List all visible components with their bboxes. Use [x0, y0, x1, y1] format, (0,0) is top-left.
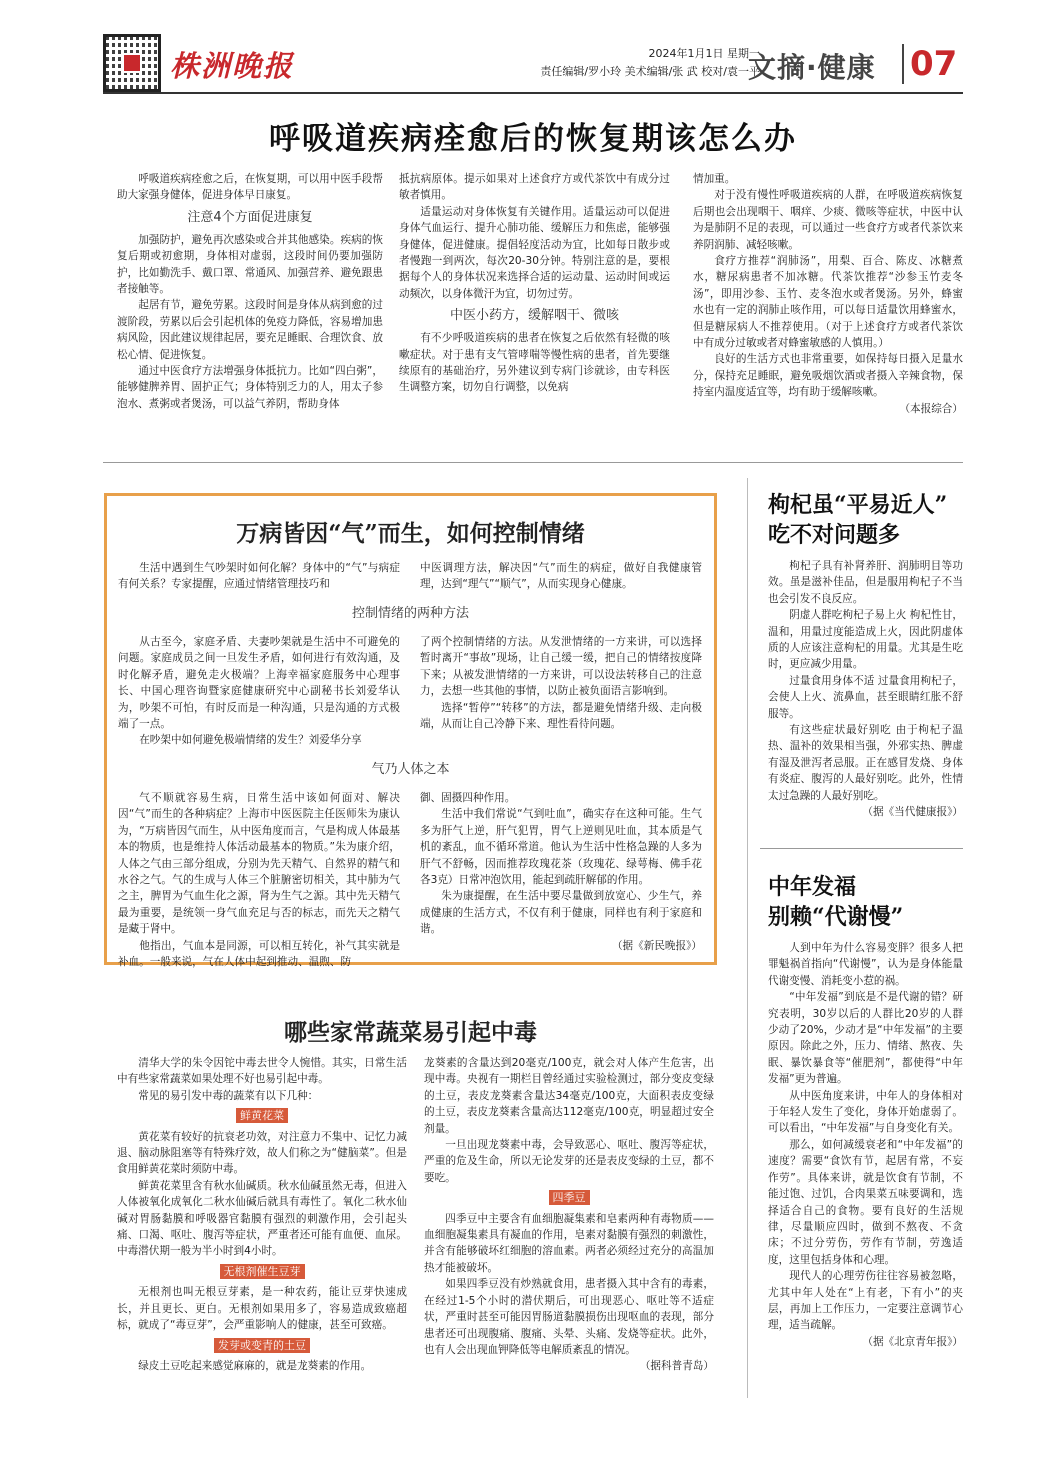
article3-intro: 清华大学的朱令因铊中毒去世令人惋惜。其实，日常生活中有些家常蔬菜如果处理不好也易引起中毒。 [117, 1057, 407, 1086]
article2-s1-left-p2: 在吵架中如何避免极端情绪的发生？刘爱华分享 [139, 734, 362, 747]
article2-s1-right-p2: 选择“暂停”“转移”的方法，都是避免情绪升级、走向极端，从而让自己冷静下来、理性看待问题。 [420, 701, 702, 731]
article1-col2-p2: 适量运动对身体恢复有关键作用。适量运动可以促进身体气血运行、提升心肺功能、缓解压力和焦虑，能够强身健体，促进健康。提倡轻度活动为宜，比如每日散步或者慢跑一到两次，每次20-30分钟。特别注意的是，要根据每个人的身体状况来选择合适的运动量、运动时间或运动频次，以身体微汗为宜，切勿过劳。 [399, 205, 670, 300]
article2-s1-left [118, 634, 400, 749]
article1-title: 呼吸道疾病痊愈后的恢复期该怎么办 [269, 121, 797, 157]
article3-r-p2: 一旦出现龙葵素中毒，会导致恶心、呕吐、腹泻等症状，严重的危及生命，所以无论发芽的还是表皮变绿的土豆，都不要吃。 [424, 1139, 714, 1184]
article2-intro-left [118, 560, 400, 593]
newspaper-logo: 株洲晚报 [170, 49, 295, 83]
article1-col3-p1: 情加重。 [693, 173, 736, 185]
side1-p3: 过量食用身体不适 过量食用枸杞子，会使人上火、流鼻血，甚至眼睛红胀不舒服等。 [768, 674, 963, 720]
article1-subhead2: 中医小药方，缓解咽干、微咳 [449, 308, 619, 324]
article1-col3 [693, 171, 963, 417]
side2-p2: “中年发福”到底是不是代谢的错？研究表明，30岁以后的人群比20岁的人群少动了20%，少动才是“中年发福”的主要原因。除此之外，压力、情绪、熬夜、失眠、暴饮暴食等“催肥剂”，都使得“中年发福”更为普遍。 [768, 991, 963, 1086]
article1-intro: 呼吸道疾病痊愈之后，在恢复期，可以用中医手段帮助大家强身健体，促进身体早日康复。 [117, 173, 383, 202]
article1-col1-p1: 加强防护，避免再次感染或合并其他感染。疾病的恢复后期或初愈期，身体相对虚弱，这段时间仍要加强防护，比如勤洗手、戴口罩、常通风、加强营养、避免跟患者接触等。 [117, 233, 383, 296]
side1-p2: 阴虚人群吃枸杞子易上火 枸杞性甘，温和，用量过度能造成上火，因此阴虚体质的人应该注意枸杞的用量。尤其是生吃时，更应减少用量。 [768, 609, 963, 671]
header-meta [510, 45, 760, 81]
article2-s2-right-p3: 朱为康提醒，在生活中要尽量做到放宽心、少生气，养成健康的生活方式，不仅有利于健康，同样也有利于家庭和谐。 [420, 890, 702, 936]
side2-credit: （据《北京青年报》） [862, 1335, 963, 1348]
article3-intro2: 常见的易引发中毒的蔬菜有以下几种： [138, 1089, 319, 1102]
article3-r-p3: 四季豆中主要含有血细胞凝集素和皂素两种有毒物质——血细胞凝集素具有凝血的作用，皂素对黏膜有强烈的刺激性，并含有能够破坏红细胞的溶血素。两者必须经过充分的高温加热才能被破坏。 [424, 1212, 714, 1274]
side1-p1: 枸杞子具有补肾养肝、润肺明目等功效。虽是滋补佳品，但是服用枸杞子不当也会引发不良反应。 [768, 560, 963, 605]
side2-p1: 人到中年为什么容易变胖？很多人把罪魁祸首指向“代谢慢”，认为是身体能量代谢变慢、消耗变小惹的祸。 [768, 942, 963, 987]
article2-s2-right [420, 790, 702, 954]
article3-t1-p1: 黄花菜有较好的抗衰老功效，对注意力不集中、记忆力减退、脑动脉阻塞等有特殊疗效，故人们称之为“健脑菜”。但是食用鲜黄花菜时须防中毒。 [117, 1130, 407, 1176]
article2-s1-right [420, 634, 702, 732]
side2-p3: 从中医角度来讲，中年人的身体相对于年轻人发生了变化，身体开始虚弱了。可以看出，“中年发福”与自身变化有关。 [768, 1089, 963, 1135]
article3-tag4: 四季豆 [549, 1190, 590, 1205]
section-rule [103, 462, 963, 463]
article1-col2-p1: 抵抗病原体。提示如果对上述食疗方或代茶饮中有成分过敏者慎用。 [399, 173, 670, 202]
article2-intro-left-text: 生活中遇到生气吵架时如何化解？身体中的“气”与病症有何关系？专家提醒，应通过情绪管理技巧和 [118, 562, 400, 591]
side1 [768, 490, 963, 821]
sidebar-rule [760, 848, 963, 849]
article1-col3-p4: 良好的生活方式也非常重要，如保持每日摄入足量水分，保持充足睡眠，避免吸烟饮酒或者摄入辛辣食物，保持室内温度适宜等，均有助于缓解咳嗽。 [693, 353, 963, 399]
article1-col2 [399, 171, 670, 396]
article3-r-p1: 龙葵素的含量达到20毫克/100克，就会对人体产生危害，出现中毒。央视有一期栏目曾经通过实验检测过，部分变皮变绿的土豆，表皮龙葵素含量达34毫克/100克，大面积表皮变绿的土豆，表皮龙葵素含量高达112毫克/100克，明显超过安全剂量。 [424, 1057, 714, 1135]
side1-credit: （据《当代健康报》） [862, 806, 963, 819]
article3-tag1: 鲜黄花菜 [236, 1108, 288, 1123]
side1-title-line1: 枸杞虽“平易近人” [768, 492, 948, 518]
date-line: 2024年1月1日 星期一 [648, 47, 760, 60]
side1-p4: 有这些症状最好别吃 由于枸杞子温热、温补的效果相当强，外邪实热、脾虚有湿及泄泻者忌服。正在感冒发烧、身体有炎症、腹泻的人最好别吃。此外，性情太过急躁的人最好别吃。 [768, 724, 963, 802]
article2-s2-left [118, 790, 400, 970]
article3-tag2: 无根剂催生豆芽 [220, 1264, 305, 1279]
side2-p4: 那么，如何减缓衰老和“中年发福”的速度？需要“食饮有节，起居有常，不妄作劳”。具体来讲，就是饮食有节制，不能过饱、过饥，合肉果菜五味要调和，选择适合自己的食物。要有良好的生活规律，尽量顺应四时，做到不熬夜、不贪床；不过分劳伤，劳作有节制，劳逸适度，这里包括身体和心理。 [768, 1138, 963, 1266]
article2-s2-right-p2: 生活中我们常说“气到吐血”，确实存在这种可能。生气多为肝气上逆，肝气犯胃，胃气上逆则见吐血，其本质是气机的紊乱，血不循环常道。他认为生活中性格急躁的人多为肝气不舒畅，因而推荐玫瑰花茶（玫瑰花、绿萼梅、佛手花各3克）日常冲泡饮用，能起到疏肝解郁的作用。 [420, 808, 702, 887]
sidebar-divider [747, 478, 748, 1398]
article2-subhead2: 气乃人体之本 [371, 762, 450, 777]
article1-col3-p3: 食疗方推荐“润肺汤”，用梨、百合、陈皮、冰糖煮水，糖尿病患者不加冰糖。代茶饮推荐“沙参玉竹麦冬汤”，即用沙参、玉竹、麦冬泡水或者煲汤。另外，蜂蜜水也有一定的润肺止咳作用，可以每日适量饮用蜂蜜水，但是糖尿病人不推荐使用。（对于上述食疗方或者代茶饮中有成分过敏或者对蜂蜜敏感的人慎用。） [693, 255, 963, 350]
article1-col2-p3: 有不少呼吸道疾病的患者在恢复之后依然有轻微的咳嗽症状。对于患有支气管哮喘等慢性病的患者，首先要继续原有的基础治疗，另外建议到专病门诊就诊，由专科医生调整方案，切勿自行调整，以免病 [399, 332, 670, 394]
article1-subhead1: 注意4个方面促进康复 [187, 209, 313, 225]
article3-t1-p2: 鲜黄花菜里含有秋水仙碱质。秋水仙碱虽然无毒，但进入人体被氧化成氧化二秋水仙碱后就具有毒性了。氧化二秋水仙碱对胃肠黏膜和呼吸器官黏膜有强烈的刺激作用，会引起头痛、口渴、呕吐、腹泻等症状，严重者还可能有血便、血尿。中毒潜伏期一般为半小时到4小时。 [117, 1179, 407, 1258]
article2-subhead1: 控制情绪的两种方法 [351, 606, 469, 621]
article3-t2-p1: 无根剂也叫无根豆芽素，是一种农药，能让豆芽快速成长，并且更长、更白。无根剂如果用多了，容易造成致癌超标，就成了“毒豆芽”，会严重影响人的健康，甚至可致癌。 [117, 1286, 407, 1332]
side2-title-line1: 中年发福 [768, 874, 857, 900]
article1-col1-p2: 起居有节，避免劳累。这段时间是身体从病到愈的过渡阶段，劳累以后会引起机体的免疫力降低，容易增加患病风险，因此建议规律起居，要充足睡眠、合理饮食、放松心情、促进恢复。 [117, 299, 383, 361]
section-name: 文摘·健康 [748, 51, 876, 84]
article2-intro-right [420, 560, 702, 593]
page-number: 07 [910, 44, 958, 84]
qr-code-center [122, 53, 142, 73]
header-divider [902, 44, 904, 84]
article2-s2-right-p1: 御、固摄四种作用。 [420, 792, 516, 804]
article2-s2-left-p2: 他指出，气血本是同源，可以相互转化，补气其实就是补血。一般来说，气在人体中起到推动、温煦、防 [118, 939, 400, 969]
article3-r-p4: 如果四季豆没有炒熟就食用，患者摄入其中含有的毒素，在经过1-5个小时的潜伏期后，可出现恶心、呕吐等不适症状，严重时甚至可能因胃肠道黏膜损伤出现呕血的表现，部分患者还可出现腹痛、腹痛、头晕、头痛、发烧等症状。此外，也有人会出现血钾降低等电解质紊乱的情况。 [424, 1278, 714, 1356]
side2-p5: 现代人的心理劳伤往往容易被忽略，尤其中年人处在“上有老，下有小”的夹层，再加上工作压力，一定要注意调节心理，适当疏解。 [768, 1270, 963, 1332]
article3-right [424, 1055, 714, 1375]
article3-t3-p1: 绿皮土豆吃起来感觉麻麻的，就是龙葵素的作用。 [138, 1359, 372, 1372]
article3-credit: （据科普青岛） [639, 1360, 714, 1373]
article1-col3-p2: 对于没有慢性呼吸道疾病的人群，在呼吸道疾病恢复后期也会出现咽干、咽痒、少痰、微咳等症状，中医中认为是肺阴不足的表现，可以通过一些食疗方或者代茶饮来养阴润肺、减轻咳嗽。 [693, 189, 963, 251]
article1-col1 [117, 171, 383, 412]
article2-intro-right-text: 中医调理方法，解决因“气”而生的病症，做好自我健康管理，达到“理气”“顺气”，从而实现身心健康。 [420, 562, 702, 591]
article2-title: 万病皆因“气”而生，如何控制情绪 [236, 520, 585, 547]
article3-left [117, 1055, 407, 1374]
article2-s2-left-p1: 气不顺就容易生病，日常生活中该如何面对、解决因“气”而生的各种病症？上海市中医医院主任医师朱为康认为，“万病皆因气而生，从中医角度而言，气是构成人体最基本的物质，也是维持人体活动最基本的物质。”朱为康介绍，人体之气由三部分组成，分别为先天精气、自然界的精气和水谷之气。气的生成与人体三个脏腑密切相关，其中肺为气之主，脾胃为气血生化之源，肾为生气之源。其中先天精气最为重要，是统领一身气血充足与否的标志，而先天之精气是藏于肾中。 [118, 792, 400, 936]
masthead-rule [103, 92, 963, 94]
article1-credit: （本报综合） [899, 402, 963, 415]
side2 [768, 872, 963, 1350]
side2-title-line2: 别赖“代谢慢” [768, 904, 904, 930]
article2-credit: （据《新民晚报》） [611, 939, 702, 952]
article2-s1-right-p1: 了两个控制情绪的方法。从发泄情绪的一方来讲，可以选择暂时离开“事故”现场，让自己缓一缓，把自己的情绪按度降下来；从被发泄情绪的一方来讲，可以设法转移自己的注意力，去想一些其他的事情，以防止被负面语言影响到。 [420, 636, 702, 698]
editors-line: 责任编辑/罗小玲 美术编辑/张 武 校对/袁一平 [540, 65, 760, 78]
article3-tag3: 发芽或变青的土豆 [214, 1338, 310, 1353]
article3-title: 哪些家常蔬菜易引起中毒 [284, 1019, 537, 1046]
side1-title-line2: 吃不对问题多 [768, 522, 901, 548]
article2-s1-left-p1: 从古至今，家庭矛盾、夫妻吵架就是生活中不可避免的问题。家庭成员之间一旦发生矛盾，如何进行有效沟通，及时化解矛盾，避免走火极端？上海幸福家庭服务中心理事长、中国心理咨询暨家庭健康研究中心副秘书长刘爱华认为，吵架不可怕，有时反而是一种沟通，只是沟通的方式极端了一点。 [118, 636, 400, 731]
article1-col1-p3: 通过中医食疗方法增强身体抵抗力。比如“四白粥”，能够健脾养胃、固护正气；身体特别乏力的人，用太子参泡水、煮粥或者煲汤，可以益气养阴，帮助身体 [117, 365, 383, 410]
